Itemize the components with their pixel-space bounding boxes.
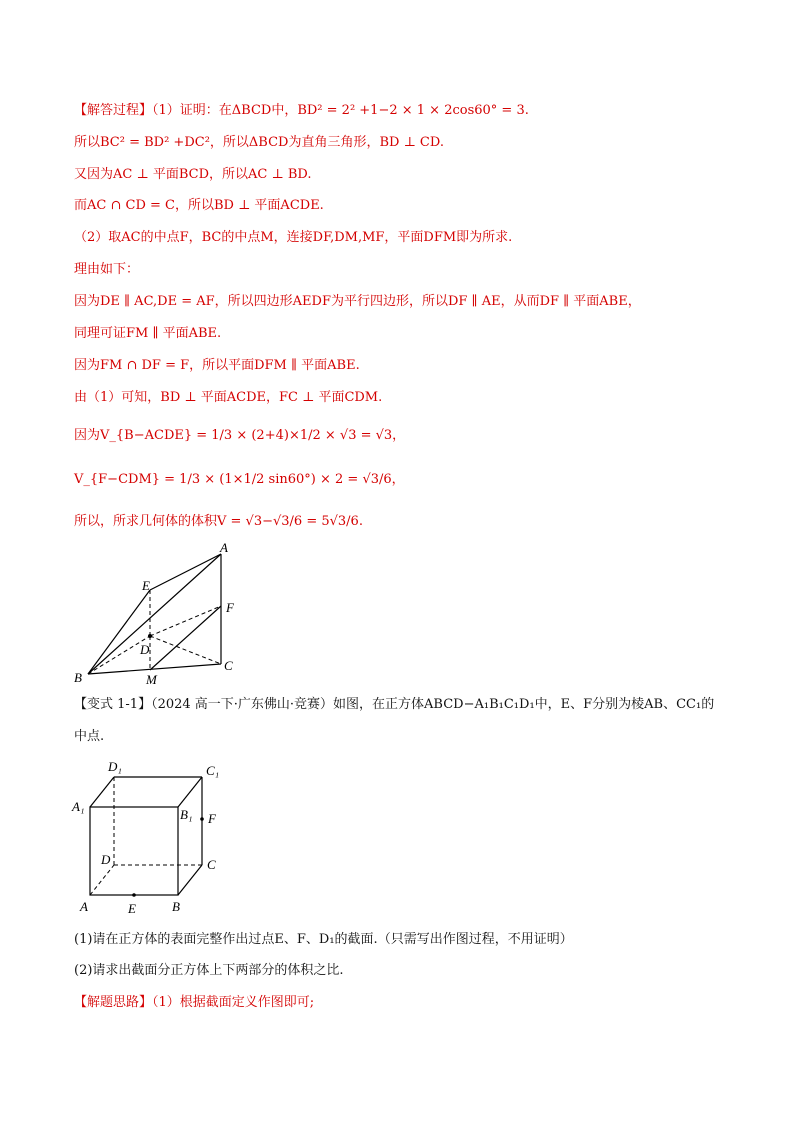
solution-line-5: （2）取AC的中点F，BC的中点M，连接DF,DM,MF，平面DFM即为所求.: [74, 230, 513, 245]
variant-line-2: 中点.: [74, 729, 105, 744]
question-1: (1)请在正方体的表面完整作出过点E、F、D₁的截面.（只需写出作图过程，不用证明）: [74, 932, 573, 947]
fig2-label-e: E: [128, 901, 136, 915]
solution-line-12: V_{F−CDM} = 1/3 × (1×1/2 sin60°) × 2 = √3/6，: [74, 472, 405, 487]
geometry-figure-1: [70, 540, 250, 688]
solution-line-9: 因为FM ∩ DF = F，所以平面DFM ∥ 平面ABE.: [74, 358, 360, 373]
question-2: (2)请求出截面分正方体上下两部分的体积之比.: [74, 963, 344, 978]
fig2-label-d1: D₁: [108, 759, 122, 774]
fig2-label-a1: A₁: [72, 799, 85, 814]
variant-line-1: 【变式 1-1】（2024 高一下·广东佛山·竞赛）如图，在正方体ABCD−A₁B₁C₁D₁中，E、F分别为棱AB、CC₁的: [74, 697, 715, 712]
fig2-label-c: C: [207, 857, 216, 872]
fig1-label-e: E: [142, 578, 150, 593]
fig1-label-f: F: [226, 600, 234, 615]
solution-line-4: 而AC ∩ CD = C，所以BD ⊥ 平面ACDE.: [74, 198, 324, 213]
solution-line-13: 所以，所求几何体的体积V = √3−√3/6 = 5√3/6.: [74, 514, 363, 529]
solution-line-3: 又因为AC ⊥ 平面BCD，所以AC ⊥ BD.: [74, 167, 312, 182]
fig2-label-b: B: [172, 899, 180, 914]
fig2-label-b1: B₁: [180, 807, 193, 822]
fig2-label-c1: C₁: [206, 763, 220, 778]
solution-line-2: 所以BC² = BD² +DC²，所以ΔBCD为直角三角形，BD ⊥ CD.: [74, 135, 444, 150]
fig1-label-b: B: [74, 670, 82, 685]
solution-line-1: 【解答过程】（1）证明：在ΔBCD中，BD² = 2² +1−2 × 1 × 2cos60° = 3.: [74, 103, 529, 118]
solution-line-7: 因为DE ∥ AC,DE = AF，所以四边形AEDF为平行四边形，所以DF ∥ AE，从而DF ∥ 平面ABE，: [74, 294, 641, 309]
fig2-label-f: F: [208, 811, 216, 826]
solution-line-10: 由（1）可知，BD ⊥ 平面ACDE，FC ⊥ 平面CDM.: [74, 390, 383, 405]
fig1-label-m: M: [146, 672, 157, 687]
solution-hint: 【解题思路】（1）根据截面定义作图即可;: [74, 995, 315, 1010]
solution-line-8: 同理可证FM ∥ 平面ABE.: [74, 326, 222, 341]
solution-line-6: 理由如下：: [74, 262, 140, 277]
fig1-label-c: C: [224, 658, 233, 673]
fig1-label-a: A: [220, 540, 228, 555]
solution-line-11: 因为V_{B−ACDE} = 1/3 × (2+4)×1/2 × √3 = √3，: [74, 428, 406, 443]
fig2-label-a: A: [80, 899, 88, 914]
fig2-label-d: D: [101, 852, 111, 867]
geometry-figure-2: [68, 755, 238, 915]
fig1-label-d: D: [140, 642, 150, 657]
